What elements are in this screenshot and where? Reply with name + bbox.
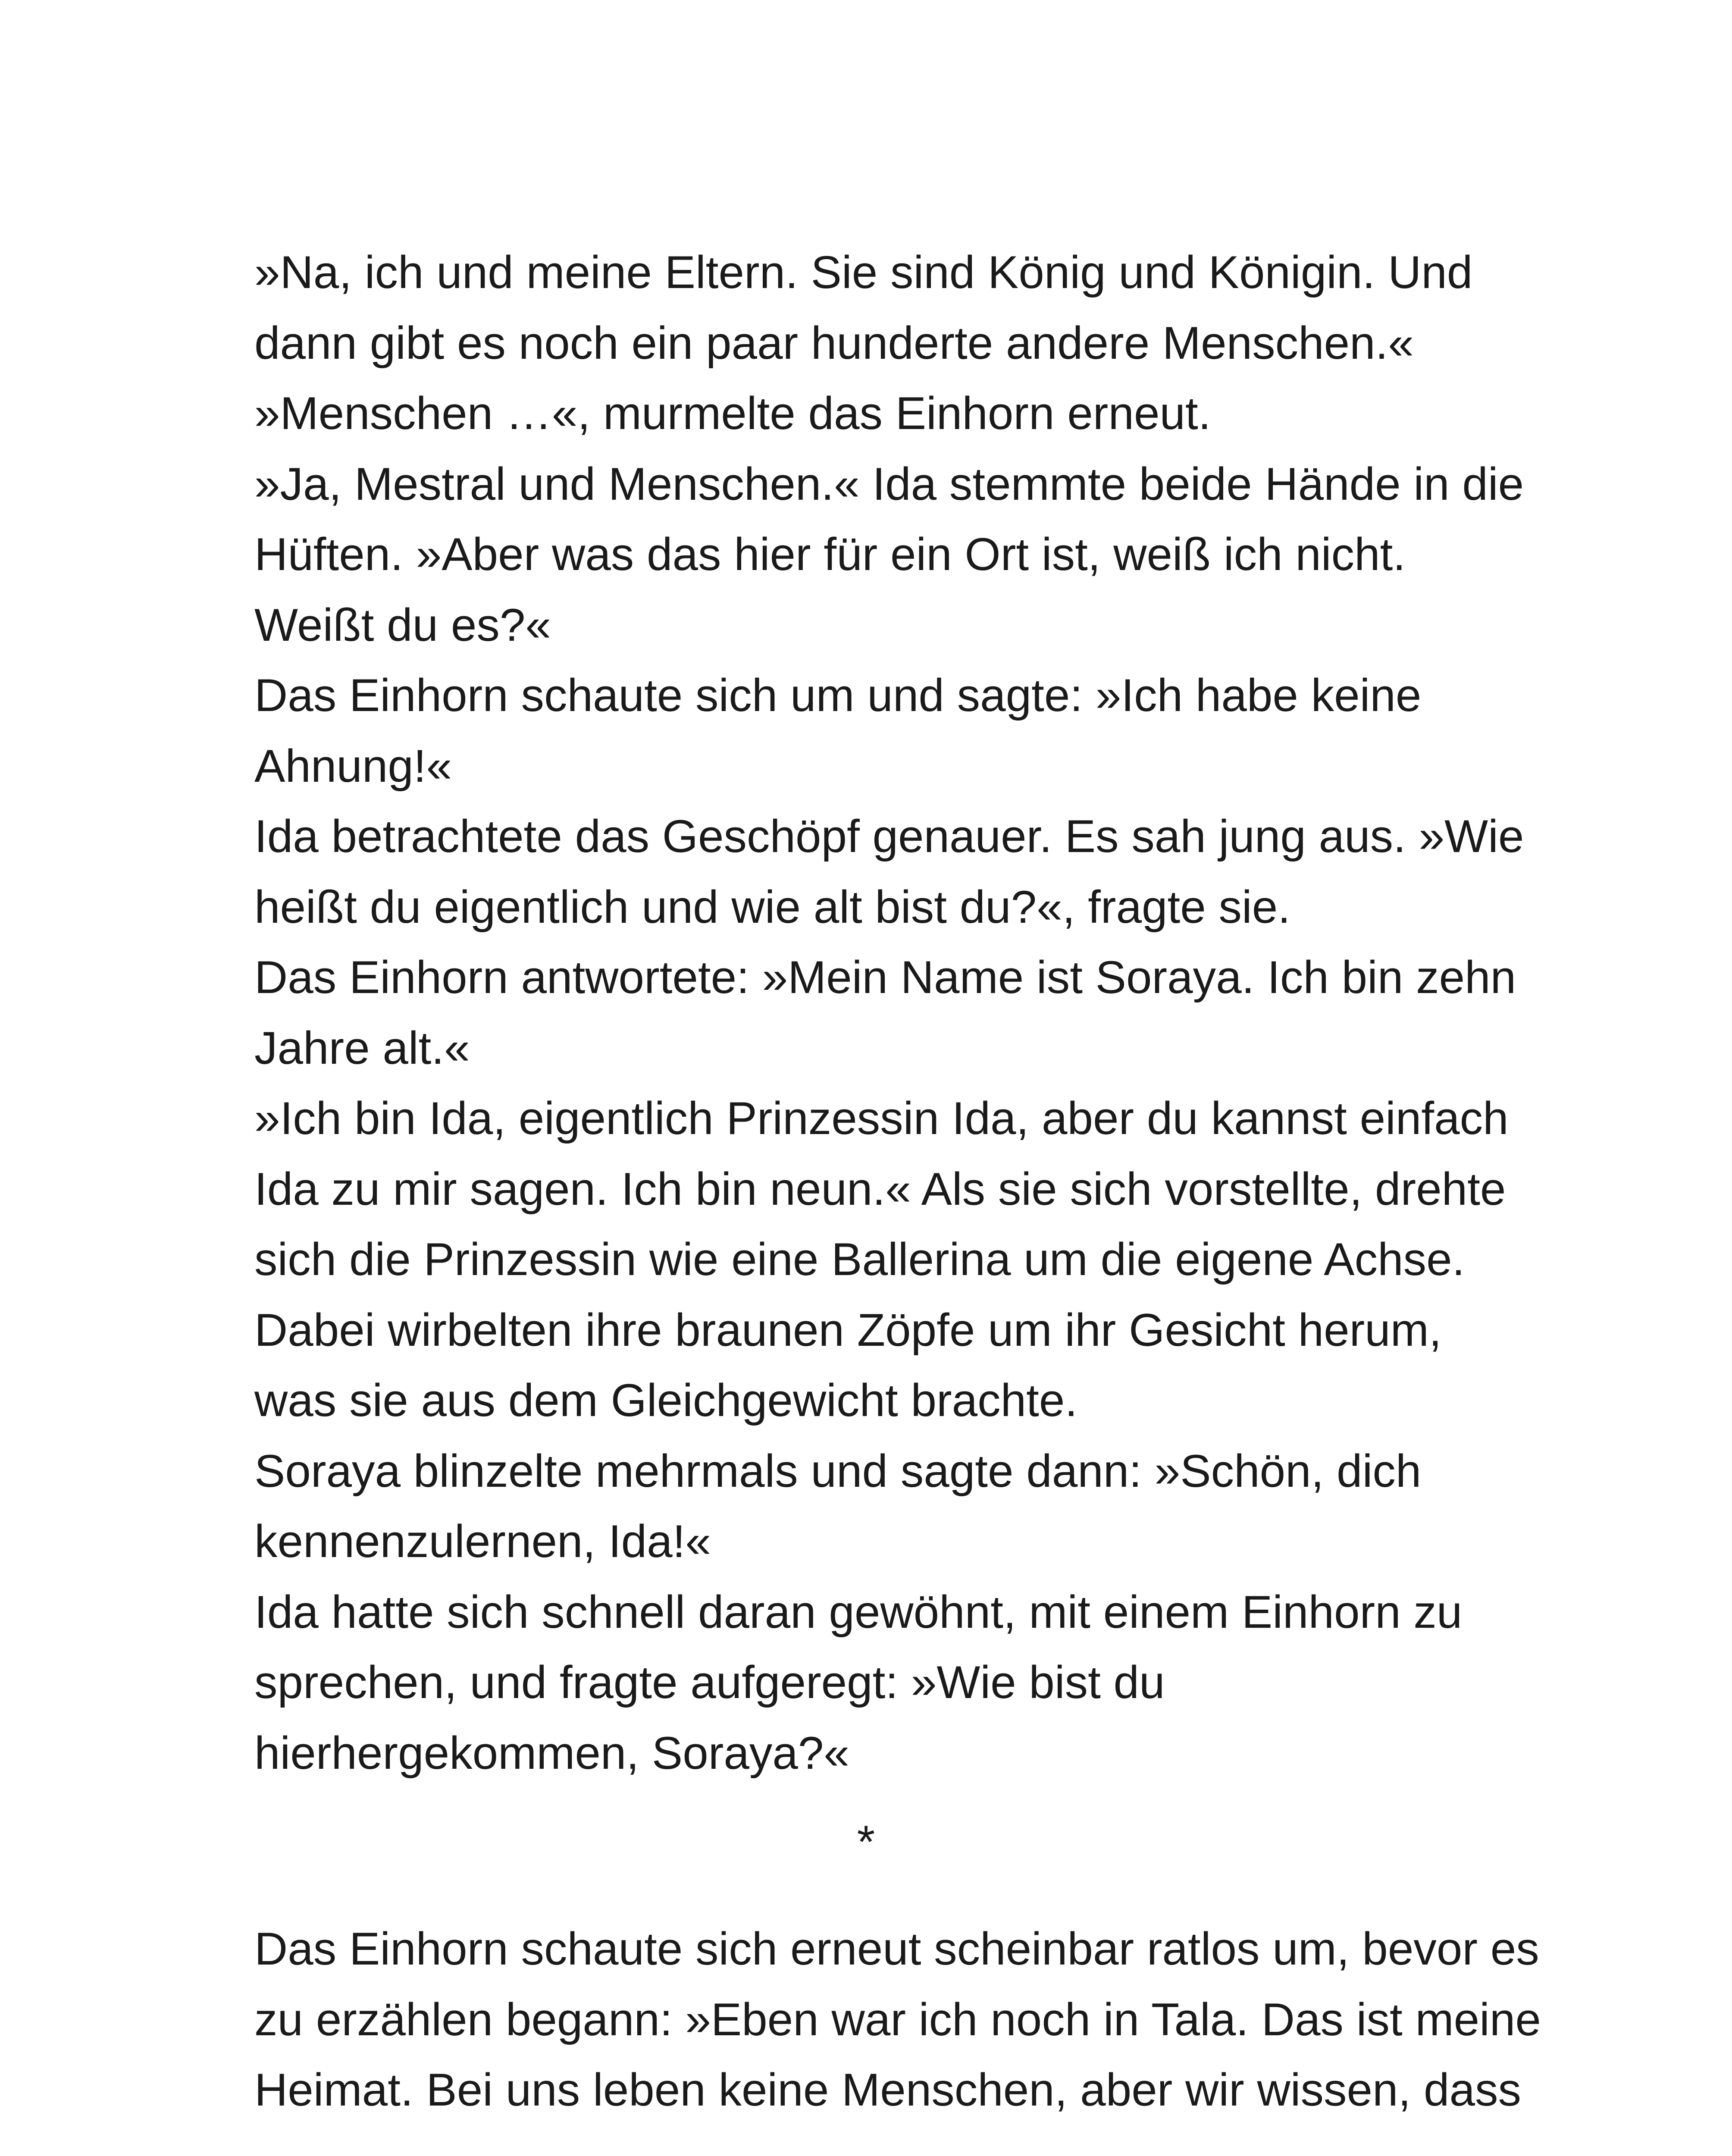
text-line: dann gibt es noch ein paar hunderte andere Menschen.« bbox=[254, 317, 1414, 369]
text-line: Heimat. Bei uns leben keine Menschen, aber wir wissen, dass bbox=[254, 2064, 1522, 2115]
text-line: Soraya blinzelte mehrmals und sagte dann: »Schön, dich bbox=[254, 1445, 1422, 1497]
text-line: Weißt du es?« bbox=[254, 599, 551, 651]
text-line: Ida hatte sich schnell daran gewöhnt, mit einem Einhorn zu bbox=[254, 1586, 1463, 1638]
body-text-continued bbox=[254, 1914, 1548, 2125]
text-line: Ahnung!« bbox=[254, 740, 452, 792]
text-line: Jahre alt.« bbox=[254, 1022, 470, 1074]
text-line: »Na, ich und meine Eltern. Sie sind König und Königin. Und bbox=[254, 246, 1473, 298]
text-line: Hüften. »Aber was das hier für ein Ort ist, weiß ich nicht. bbox=[254, 528, 1406, 580]
text-line: sprechen, und fragte aufgeregt: »Wie bist du bbox=[254, 1656, 1165, 1708]
text-line: Dabei wirbelten ihre braunen Zöpfe um ihr Gesicht herum, bbox=[254, 1304, 1442, 1356]
text-line: Das Einhorn antwortete: »Mein Name ist Soraya. Ich bin zehn bbox=[254, 951, 1516, 1003]
section-divider: * bbox=[857, 1816, 875, 1868]
text-line: Das Einhorn schaute sich erneut scheinbar ratlos um, bevor es bbox=[254, 1923, 1539, 1974]
text-line: hierhergekommen, Soraya?« bbox=[254, 1727, 849, 1779]
text-line: »Menschen …«, murmelte das Einhorn erneut. bbox=[254, 387, 1211, 439]
text-line: zu erzählen begann: »Eben war ich noch in Tala. Das ist meine bbox=[254, 1993, 1541, 2045]
text-line: »Ja, Mestral und Menschen.« Ida stemmte beide Hände in die bbox=[254, 458, 1524, 510]
text-line: heißt du eigentlich und wie alt bist du?«, fragte sie. bbox=[254, 881, 1291, 933]
text-line: kennenzulernen, Ida!« bbox=[254, 1515, 711, 1567]
text-line: sich die Prinzessin wie eine Ballerina um die eigene Achse. bbox=[254, 1233, 1465, 1285]
text-line: Ida zu mir sagen. Ich bin neun.« Als sie sich vorstellte, drehte bbox=[254, 1163, 1506, 1215]
text-line: Ida betrachtete das Geschöpf genauer. Es sah jung aus. »Wie bbox=[254, 810, 1524, 862]
text-line: »Ich bin Ida, eigentlich Prinzessin Ida, aber du kannst einfach bbox=[254, 1092, 1509, 1144]
text-line: Das Einhorn schaute sich um und sagte: »Ich habe keine bbox=[254, 669, 1422, 721]
text-line: was sie aus dem Gleichgewicht brachte. bbox=[254, 1374, 1078, 1426]
body-text bbox=[254, 237, 1548, 1788]
